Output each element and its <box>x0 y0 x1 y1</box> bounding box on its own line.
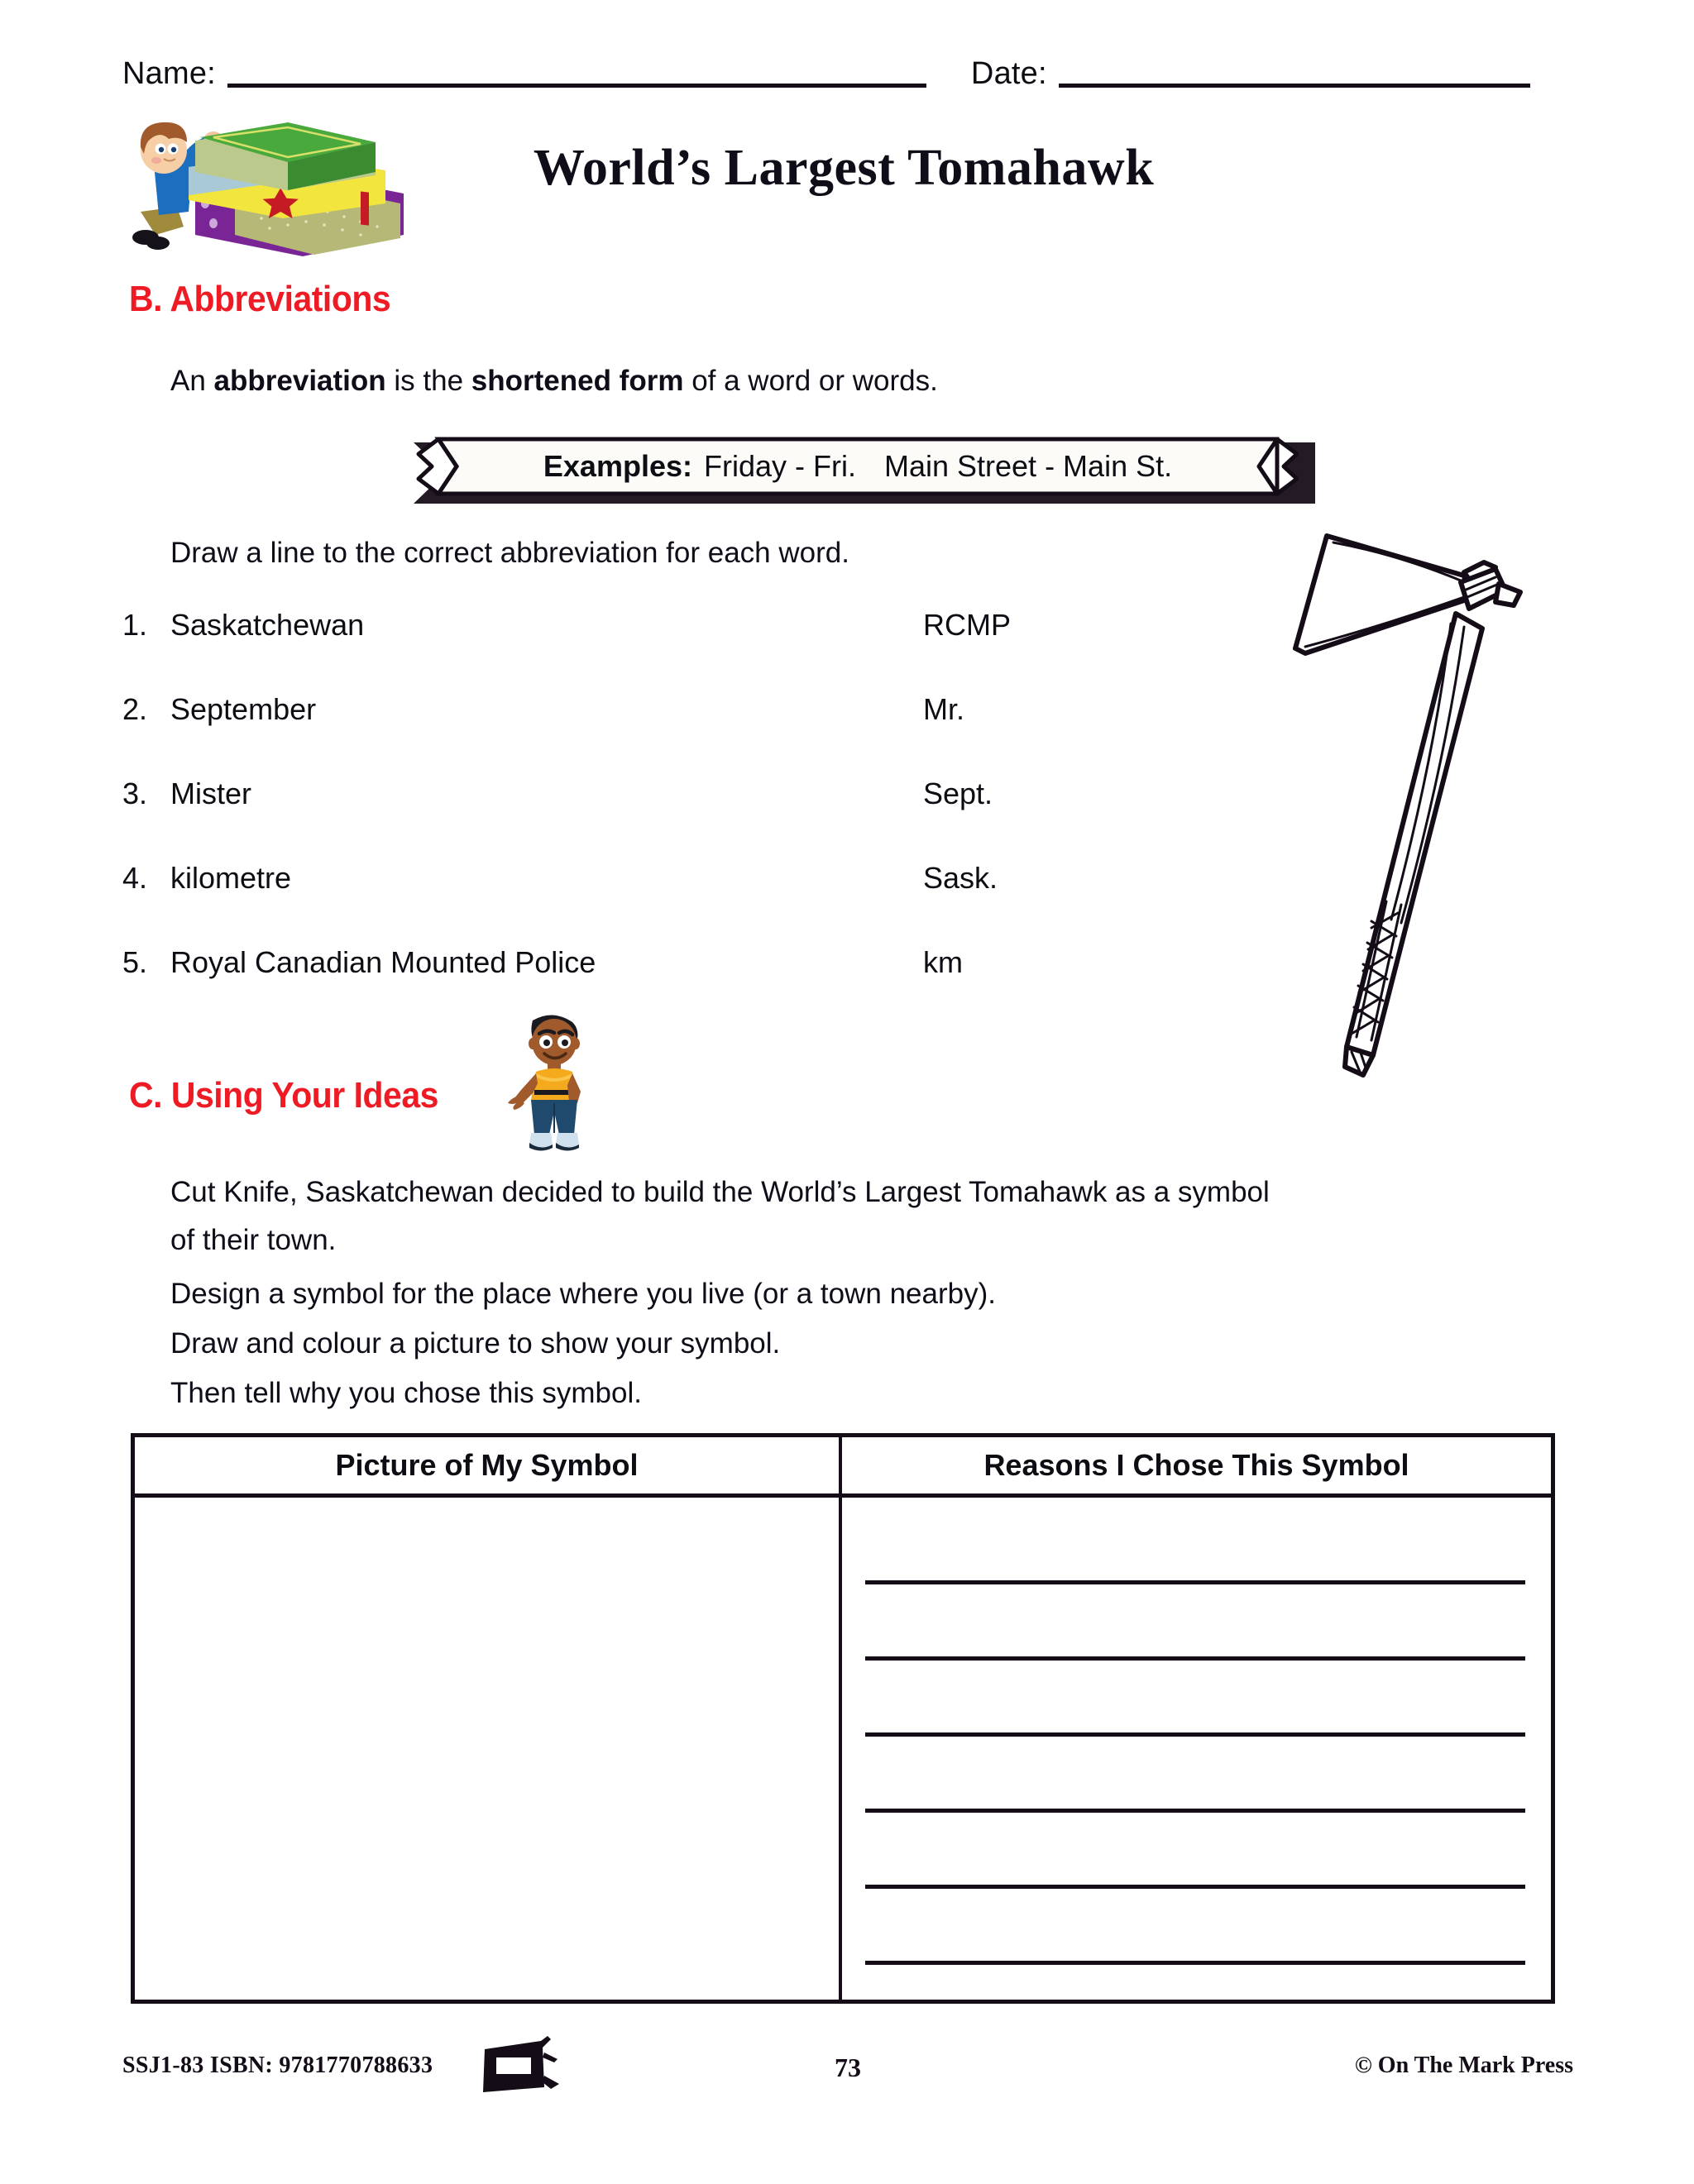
examples-ribbon-text <box>407 436 1309 497</box>
section-c-line-5: Then tell why you chose this symbol. <box>170 1377 642 1409</box>
matching-row[interactable] <box>122 610 1098 695</box>
writing-line[interactable] <box>865 1809 1525 1813</box>
footer-product-code: SSJ1-83 ISBN: 9781770788633 <box>122 2053 433 2078</box>
section-c-line-4: Draw and colour a picture to show your symbol. <box>170 1327 781 1360</box>
definition-mid: is the <box>385 365 471 397</box>
abbr-km[interactable]: km <box>923 945 963 979</box>
examples-ribbon <box>407 436 1309 497</box>
definition-bold-abbreviation: abbreviation <box>213 365 386 397</box>
item-number: 1. <box>122 608 148 642</box>
example-main-street: Main Street - Main St. <box>883 449 1173 483</box>
section-c-heading: C. Using Your Ideas <box>129 1075 438 1116</box>
writing-line[interactable] <box>865 1885 1525 1889</box>
definition-bold-shortened-form: shortened form <box>471 365 684 397</box>
section-c-line-2: of their town. <box>170 1224 337 1256</box>
matching-row[interactable] <box>122 692 1098 779</box>
writing-line[interactable] <box>865 1656 1525 1661</box>
word-september[interactable]: September <box>170 692 317 726</box>
page-footer <box>122 2049 1573 2087</box>
section-b-heading: B. Abbreviations <box>129 279 391 319</box>
item-number: 2. <box>122 692 148 726</box>
definition-prefix: An <box>170 365 214 397</box>
word-mister[interactable]: Mister <box>170 777 251 810</box>
section-c-line-1: Cut Knife, Saskatchewan decided to build the World’s Largest Tomahawk as a symbol <box>170 1176 1270 1208</box>
name-label: Name: <box>122 56 216 91</box>
drawing-area[interactable] <box>135 1498 842 2004</box>
definition-suffix: of a word or words. <box>683 365 938 397</box>
page-title: World’s Largest Tomahawk <box>533 140 1155 196</box>
item-number: 4. <box>122 861 148 895</box>
date-label: Date: <box>970 56 1047 91</box>
item-number: 3. <box>122 777 148 810</box>
matching-row[interactable] <box>122 863 1098 948</box>
tomahawk-illustration <box>1247 511 1595 1090</box>
table-header-row <box>135 1437 1551 1498</box>
matching-row[interactable] <box>122 779 1098 863</box>
standing-boy-icon <box>496 1002 605 1154</box>
abbreviation-definition <box>170 366 938 395</box>
item-number: 5. <box>122 945 148 979</box>
section-c-line-3: Design a symbol for the place where you live (or a town nearby). <box>170 1278 996 1310</box>
symbol-response-table <box>131 1433 1555 2004</box>
examples-label: Examples: <box>543 449 692 483</box>
abbr-sask[interactable]: Sask. <box>923 861 998 895</box>
reasons-writing-area[interactable] <box>842 1498 1551 2004</box>
word-kilometre[interactable]: kilometre <box>170 861 292 895</box>
column-header-reasons: Reasons I Chose This Symbol <box>983 1448 1409 1482</box>
writing-line[interactable] <box>865 1732 1525 1737</box>
abbr-sept[interactable]: Sept. <box>923 777 993 810</box>
worksheet-header <box>122 43 1572 93</box>
word-rcmp-full[interactable]: Royal Canadian Mounted Police <box>170 945 596 979</box>
footer-copyright: © On The Mark Press <box>1354 2053 1573 2078</box>
abbr-mr[interactable]: Mr. <box>923 692 964 726</box>
matching-row[interactable] <box>122 945 1098 1032</box>
word-saskatchewan[interactable]: Saskatchewan <box>170 608 365 642</box>
abbr-rcmp[interactable]: RCMP <box>923 608 1011 642</box>
writing-line[interactable] <box>865 1961 1525 1965</box>
abbreviation-matching-list <box>122 610 1098 1032</box>
table-body-row <box>135 1498 1551 2004</box>
matching-instruction: Draw a line to the correct abbreviation for each word. <box>170 537 849 569</box>
column-header-picture: Picture of My Symbol <box>135 1437 842 1493</box>
page-number: 73 <box>835 2053 861 2082</box>
writing-line[interactable] <box>865 1580 1525 1584</box>
date-write-line[interactable] <box>1059 84 1530 88</box>
name-write-line[interactable] <box>227 84 926 88</box>
books-stack-with-boy-icon <box>112 103 406 265</box>
example-friday: Friday - Fri. <box>703 449 856 483</box>
